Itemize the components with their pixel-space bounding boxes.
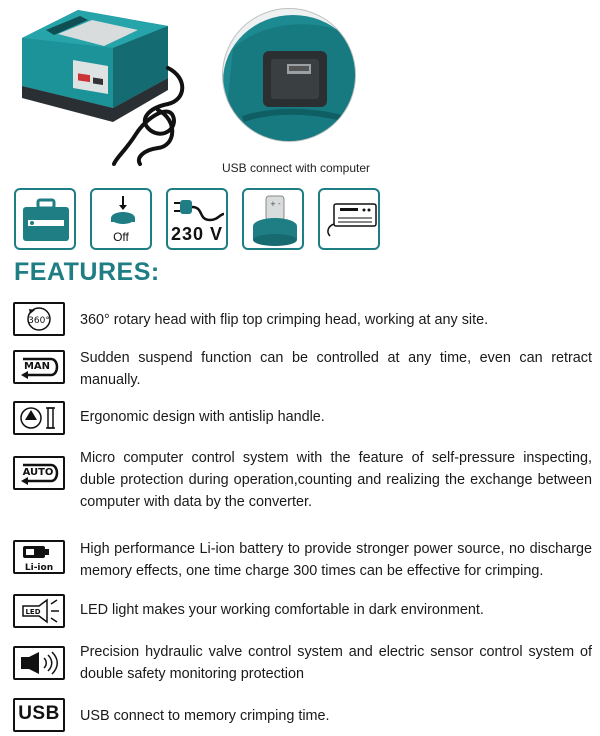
- led-label: LED: [25, 608, 41, 616]
- feature-text-micro-computer: Micro computer control system with the feature of self-pressure inspecting, duble protection during operation,counting and realizing the exchange between computer with data by the converter.: [80, 450, 592, 510]
- auto-label: AUTO: [22, 467, 54, 478]
- features-heading: FEATURES:: [14, 258, 160, 286]
- auto-retract-icon: [13, 456, 65, 490]
- charger-image: [18, 8, 193, 168]
- svg-text:+ -: + -: [270, 200, 281, 208]
- usb-caption: USB connect with computer: [221, 161, 371, 175]
- manual-retract-icon: [13, 350, 65, 384]
- feature-text-ergonomic: Ergonomic design with antislip handle.: [80, 409, 325, 425]
- feature-text-led: LED light makes your working comfortable in dark environment.: [80, 602, 484, 618]
- voltage-label: 230 V: [170, 224, 224, 244]
- feature-text-suspend: Sudden suspend function can be controlled at any time, even can retract manually.: [80, 350, 592, 388]
- plug-icon: [166, 188, 228, 250]
- usb-port-closeup: [222, 8, 356, 142]
- feature-text-hydraulic: Precision hydraulic valve control system and electric sensor control system of double safety monitoring protection: [80, 644, 592, 682]
- charger-icon: [318, 188, 380, 250]
- usb-label: USB: [18, 703, 60, 724]
- feature-text-usb: USB connect to memory crimping time.: [80, 708, 330, 724]
- ergonomic-handle-icon: [13, 401, 65, 435]
- off-label: Off: [113, 230, 129, 244]
- li-ion-label: Li-ion: [24, 563, 54, 572]
- product-images: [0, 0, 600, 180]
- rotate-360-icon: [13, 302, 65, 336]
- feature-text-rotary: 360° rotary head with flip top crimping head, working at any site.: [80, 312, 489, 328]
- battery-pack-icon: [242, 188, 304, 250]
- carry-case-icon: [14, 188, 76, 250]
- manual-label: MAN: [23, 361, 51, 372]
- li-ion-battery-icon: [13, 540, 65, 574]
- rotate-360-label: 360°: [28, 316, 50, 326]
- feature-text-battery: High performance Li-ion battery to provide stronger power source, no discharge memory effects, one time charge 300 times can be effective for crimping.: [80, 541, 592, 579]
- sensor-signal-icon: [13, 646, 65, 680]
- usb-icon: [13, 698, 65, 732]
- power-off-icon: [90, 188, 152, 250]
- led-light-icon: [13, 594, 65, 628]
